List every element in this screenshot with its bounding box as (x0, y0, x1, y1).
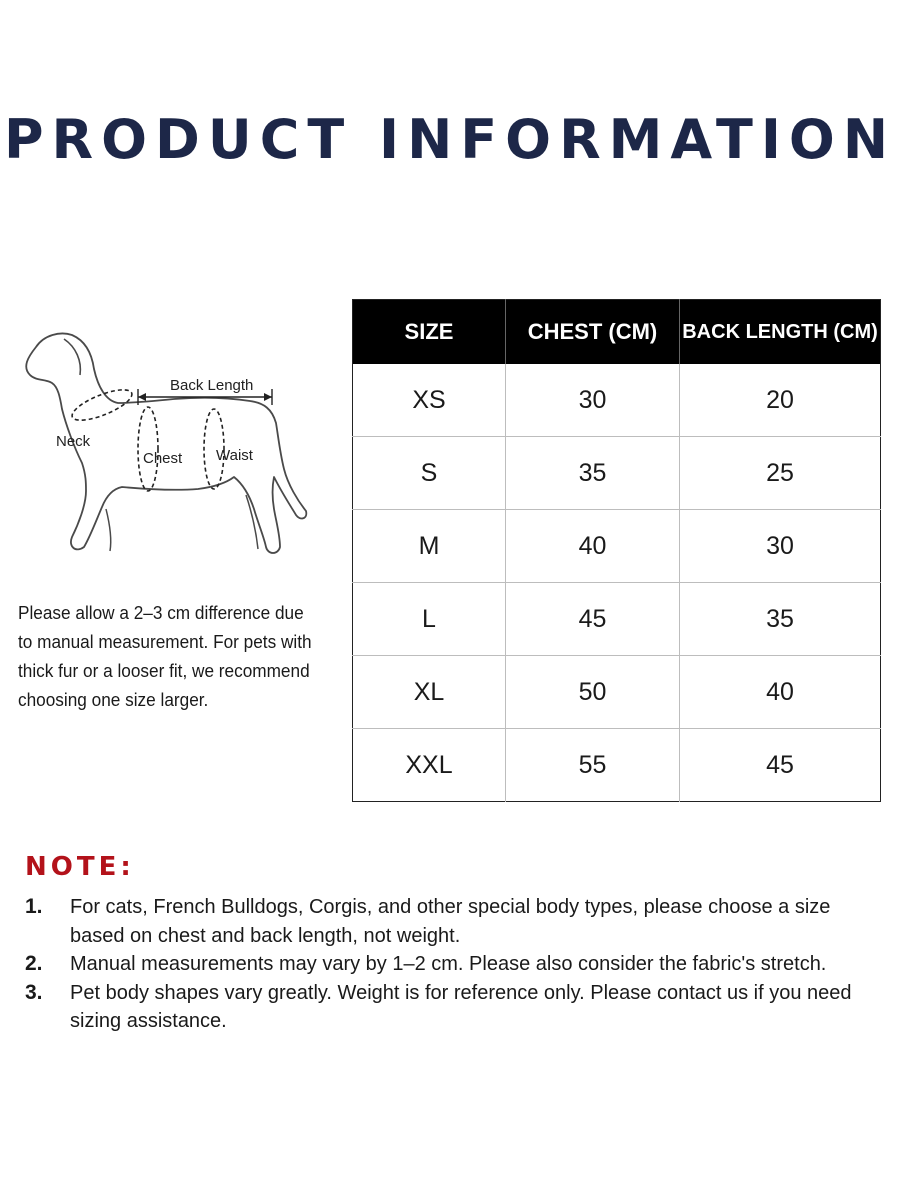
cell-chest: 35 (506, 437, 680, 510)
table-row (353, 510, 881, 583)
cell-chest: 30 (506, 364, 680, 437)
back-length-arrow-left (138, 393, 146, 401)
cell-chest: 40 (506, 510, 680, 583)
chest-measure-line (138, 407, 158, 491)
back-length-arrow-right (264, 393, 272, 401)
back-length-label: Back Length (170, 377, 254, 394)
waist-label: Waist (216, 447, 253, 464)
note-item (25, 893, 865, 950)
table-header-row (353, 300, 881, 365)
chest-label: Chest (143, 450, 183, 467)
cell-back-length: 20 (680, 364, 881, 437)
note-list (25, 893, 865, 1036)
note-item (25, 979, 865, 1036)
dog-outline-icon (14, 325, 314, 575)
cell-size: XXL (353, 729, 506, 802)
table-row (353, 729, 881, 802)
neck-label: Neck (56, 433, 91, 450)
cell-chest: 45 (506, 583, 680, 656)
cell-size: M (353, 510, 506, 583)
cell-back-length: 35 (680, 583, 881, 656)
table-row (353, 656, 881, 729)
size-chart-table (352, 299, 881, 802)
cell-size: S (353, 437, 506, 510)
note-item (25, 950, 865, 979)
dog-leg-outline (106, 509, 111, 551)
measurement-advice: Please allow a 2–3 cm difference due to manual measurement. For pets with thick fur or a looser fit, we recommend choosing one size larger. (18, 602, 312, 710)
header-chest: CHEST (CM) (506, 300, 680, 365)
note-number: 3. (25, 980, 43, 1004)
cell-back-length: 30 (680, 510, 881, 583)
note-text: Manual measurements may vary by 1–2 cm. Please also consider the fabric's stretch. (70, 953, 827, 975)
table-row (353, 583, 881, 656)
header-size: SIZE (353, 300, 506, 365)
cell-back-length: 25 (680, 437, 881, 510)
dog-ear-outline (64, 339, 80, 375)
table-row (353, 364, 881, 437)
table-row (353, 437, 881, 510)
cell-back-length: 40 (680, 656, 881, 729)
header-back-length: BACK LENGTH (CM) (680, 300, 881, 365)
cell-chest: 50 (506, 656, 680, 729)
note-text: For cats, French Bulldogs, Corgis, and other special body types, please choose a size based on chest and back length, not weight. (70, 896, 831, 947)
note-number: 2. (25, 952, 43, 975)
cell-size: L (353, 583, 506, 656)
note-title: NOTE: (25, 852, 135, 882)
page-title: PRODUCT INFORMATION (3, 108, 897, 171)
cell-chest: 55 (506, 729, 680, 802)
note-text: Pet body shapes vary greatly. Weight is for reference only. Please contact us if you need sizing assistance. (70, 981, 852, 1032)
cell-back-length: 45 (766, 750, 794, 779)
cell-size: XL (353, 656, 506, 729)
note-number: 1. (25, 895, 43, 918)
cell-size: XS (353, 364, 506, 437)
